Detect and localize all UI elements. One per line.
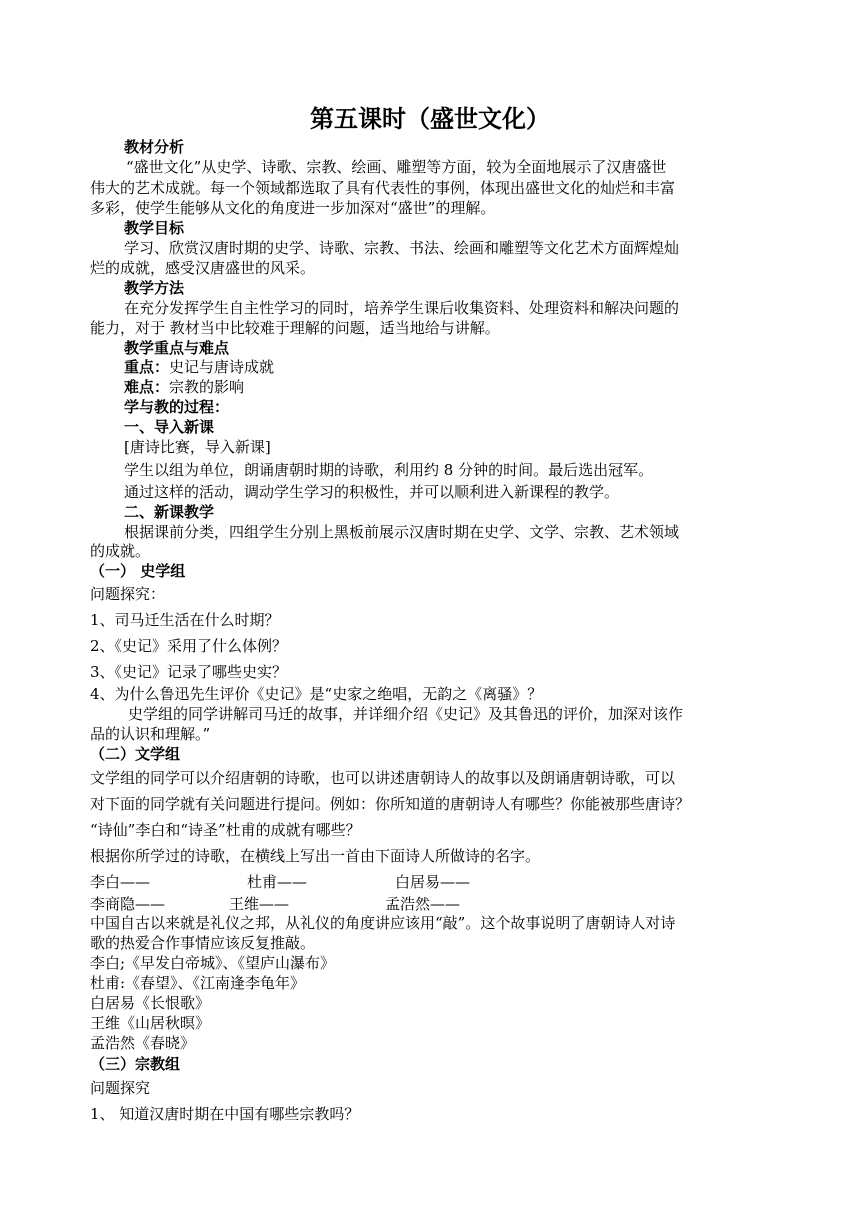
fill-blank-li-bai: 李白—— <box>90 873 151 891</box>
paragraph-line: 对下面的同学就有关问题进行提问。例如：你所知道的唐朝诗人有哪些？你能被那些唐诗？ <box>90 795 691 813</box>
paragraph-line: [唐诗比赛，导入新课] <box>124 438 271 456</box>
question-intro: 问题探究 <box>90 1079 151 1097</box>
answer-line: 李白;《早发白帝城》、《望庐山瀑布》 <box>90 954 336 972</box>
difficulty-line <box>124 377 244 397</box>
question-item: 2、《史记》采用了什么体例？ <box>90 637 288 655</box>
fill-blank-meng-haoran: 孟浩然—— <box>385 895 461 913</box>
paragraph-line: 中国自古以来就是礼仪之邦，从礼仪的角度讲应该用“敲”。这个故事说明了唐朝诗人对诗 <box>90 914 676 932</box>
paragraph-line: “盛世文化”从史学、诗歌、宗教、绘画、雕塑等方面，较为全面地展示了汉唐盛世 <box>126 158 667 176</box>
section-heading-process: 学与教的过程： <box>124 398 230 416</box>
paragraph-line: 歌的热爱合作事情应该反复推敲。 <box>90 934 316 952</box>
paragraph-line: 品的认识和理解。” <box>90 725 211 743</box>
fill-blank-wang-wei: 王维—— <box>229 895 290 913</box>
paragraph-line: 在充分发挥学生自主性学习的同时，培养学生课后收集资料、处理资料和解决问题的 <box>124 299 680 317</box>
paragraph-line: 通过这样的活动，调动学生学习的积极性，并可以顺利进入新课程的教学。 <box>124 483 620 501</box>
question-intro: 问题探究： <box>90 585 166 603</box>
answer-line: 白居易《长恨歌》 <box>90 994 211 1012</box>
difficulty-label: 难点： <box>124 378 170 396</box>
key-point-label: 重点： <box>124 358 170 376</box>
answer-line: 王维《山居秋暝》 <box>90 1014 211 1032</box>
group-heading-religion: （三）宗教组 <box>90 1055 181 1073</box>
section-heading-textbook-analysis: 教材分析 <box>124 138 185 156</box>
group-heading-history: （一） 史学组 <box>90 562 186 580</box>
section-heading-key-points: 教学重点与难点 <box>124 339 230 357</box>
paragraph-line: 烂的成就，感受汉唐盛世的风采。 <box>90 259 316 277</box>
key-point-text: 史记与唐诗成就 <box>169 358 275 376</box>
paragraph-line: 多彩，使学生能够从文化的角度进一步加深对“盛世”的理解。 <box>90 199 496 217</box>
subheading-introduction: 一、导入新课 <box>124 418 215 436</box>
question-item: 4、为什么鲁迅先生评价《史记》是“史家之绝唱，无韵之《离骚》？ <box>90 685 543 703</box>
question-item: 1、司马迁生活在什么时期？ <box>90 611 280 629</box>
answer-line: 杜甫:《春望》、《江南逢李龟年》 <box>90 974 306 992</box>
key-point-line <box>124 357 274 377</box>
paragraph-line: 的成就。 <box>90 542 151 560</box>
paragraph-line: 根据课前分类，四组学生分别上黑板前展示汉唐时期在史学、文学、宗教、艺术领域 <box>124 523 680 541</box>
question-item: 1、 知道汉唐时期在中国有哪些宗教吗？ <box>90 1105 360 1123</box>
paragraph-line: 伟大的艺术成就。每一个领域都选取了具有代表性的事例，体现出盛世文化的灿烂和丰富 <box>90 179 676 197</box>
page-title: 第五课时（盛世文化） <box>310 104 550 133</box>
subheading-new-lesson: 二、新课教学 <box>124 503 215 521</box>
fill-blank-bai-juyi: 白居易—— <box>395 873 471 891</box>
section-heading-teaching-goals: 教学目标 <box>124 219 185 237</box>
paragraph-line: 文学组的同学可以介绍唐朝的诗歌，也可以讲述唐朝诗人的故事以及朗诵唐朝诗歌，可以 <box>90 769 676 787</box>
difficulty-text: 宗教的影响 <box>169 378 245 396</box>
fill-blank-li-shangyin: 李商隐—— <box>90 895 166 913</box>
section-heading-teaching-methods: 教学方法 <box>124 279 185 297</box>
paragraph-line: 学生以组为单位，朗诵唐朝时期的诗歌，利用约 8 分钟的时间。最后选出冠军。 <box>124 461 654 479</box>
fill-blank-du-fu: 杜甫—— <box>247 873 308 891</box>
answer-line: 孟浩然《春晓》 <box>90 1034 196 1052</box>
paragraph-line: 能力，对于 教材当中比较难于理解的问题，适当地给与讲解。 <box>90 319 500 337</box>
question-item: 3、《史记》记录了哪些史实？ <box>90 663 288 681</box>
paragraph-line: 学习、欣赏汉唐时期的史学、诗歌、宗教、书法、绘画和雕塑等文化艺术方面辉煌灿 <box>124 239 680 257</box>
paragraph-line: “诗仙”李白和“诗圣”杜甫的成就有哪些？ <box>90 821 361 839</box>
paragraph-line: 史学组的同学讲解司马迁的故事，并详细介绍《史记》及其鲁迅的评价，加深对该作 <box>128 705 684 723</box>
group-heading-literature: （二）文学组 <box>90 745 181 763</box>
paragraph-line: 根据你所学过的诗歌，在横线上写出一首由下面诗人所做诗的名字。 <box>90 847 541 865</box>
